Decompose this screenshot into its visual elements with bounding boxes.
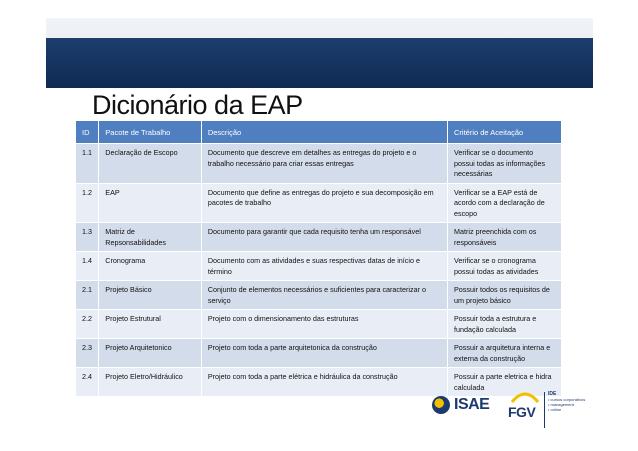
cell-pacote: Cronograma [99,252,202,281]
cell-criterio: Verificar se o cronograma possui todas as atividades [448,252,562,281]
table-header-row [76,121,562,144]
cell-descricao: Documento que descreve em detalhes as entregas do projeto e o trabalho necessário para criar essas entregas [201,144,447,184]
isae-logo-text: ISAE [454,396,490,413]
cell-descricao: Projeto com toda a parte arquitetonica da construção [201,339,447,368]
cell-id: 2.3 [76,339,99,368]
cell-pacote: Projeto Arquitetonico [99,339,202,368]
cell-descricao: Projeto com o dimensionamento das estruturas [201,310,447,339]
header-descricao: Descrição [201,121,447,144]
table-row [76,281,562,310]
ide-fgv-logo [544,392,592,428]
cell-criterio: Possuir a arquitetura interna e externa da construção [448,339,562,368]
cell-id: 2.1 [76,281,99,310]
cell-criterio: Possuir toda a estrutura e fundação calculada [448,310,562,339]
ide-line: • online [548,407,562,412]
table-row [76,183,562,223]
footer-logos [428,390,588,432]
eap-dictionary-table [76,121,562,396]
header-criterio: Critério de Aceitação [448,121,562,144]
cell-descricao: Documento para garantir que cada requisito tenha um responsável [201,223,447,252]
slide-title: Dicionário da EAP [92,90,303,120]
fgv-swoosh-icon [510,390,540,404]
fgv-logo-text: FGV [508,404,536,420]
cell-id: 2.4 [76,368,99,397]
table-row [76,310,562,339]
table-row [76,252,562,281]
banner-dark-band [46,38,593,88]
header-id: ID [76,121,99,144]
cell-criterio: Possuir a parte eletrica e hidra calculada [448,368,562,397]
ide-label: IDE [548,391,557,397]
cell-id: 2.2 [76,310,99,339]
cell-id: 1.4 [76,252,99,281]
ide-line: • management [548,402,574,407]
isae-globe-icon [432,396,450,414]
cell-descricao: Documento com as atividades e suas respectivas datas de início e término [201,252,447,281]
cell-pacote: EAP [99,183,202,223]
isae-logo [432,394,512,418]
cell-criterio: Verificar se a EAP está de acordo com a declaração de escopo [448,183,562,223]
cell-descricao: Projeto com toda a parte elétrica e hidráulica da construção [201,368,447,397]
cell-pacote: Projeto Eletro/Hidráulico [99,368,202,397]
table-row [76,144,562,184]
cell-pacote: Projeto Estrutural [99,310,202,339]
cell-criterio: Matriz preenchida com os responsáveis [448,223,562,252]
cell-id: 1.3 [76,223,99,252]
cell-descricao: Conjunto de elementos necessários e suficientes para caracterizar o serviço [201,281,447,310]
cell-pacote: Projeto Básico [99,281,202,310]
fgv-logo [506,390,546,426]
cell-criterio: Verificar se o documento possui todas as informações necessárias [448,144,562,184]
table-row [76,339,562,368]
cell-pacote: Matriz de Repsonsabilidades [99,223,202,252]
cell-criterio: Possuir todos os requisitos de um projeto básico [448,281,562,310]
header-pacote: Pacote de Trabalho [99,121,202,144]
ide-line: • cursos corporativos [548,397,586,402]
cell-id: 1.1 [76,144,99,184]
cell-pacote: Declaração de Escopo [99,144,202,184]
table-row [76,223,562,252]
header-banner [46,18,593,88]
cell-id: 1.2 [76,183,99,223]
cell-descricao: Documento que define as entregas do projeto e sua decomposição em pacotes de trabalho [201,183,447,223]
